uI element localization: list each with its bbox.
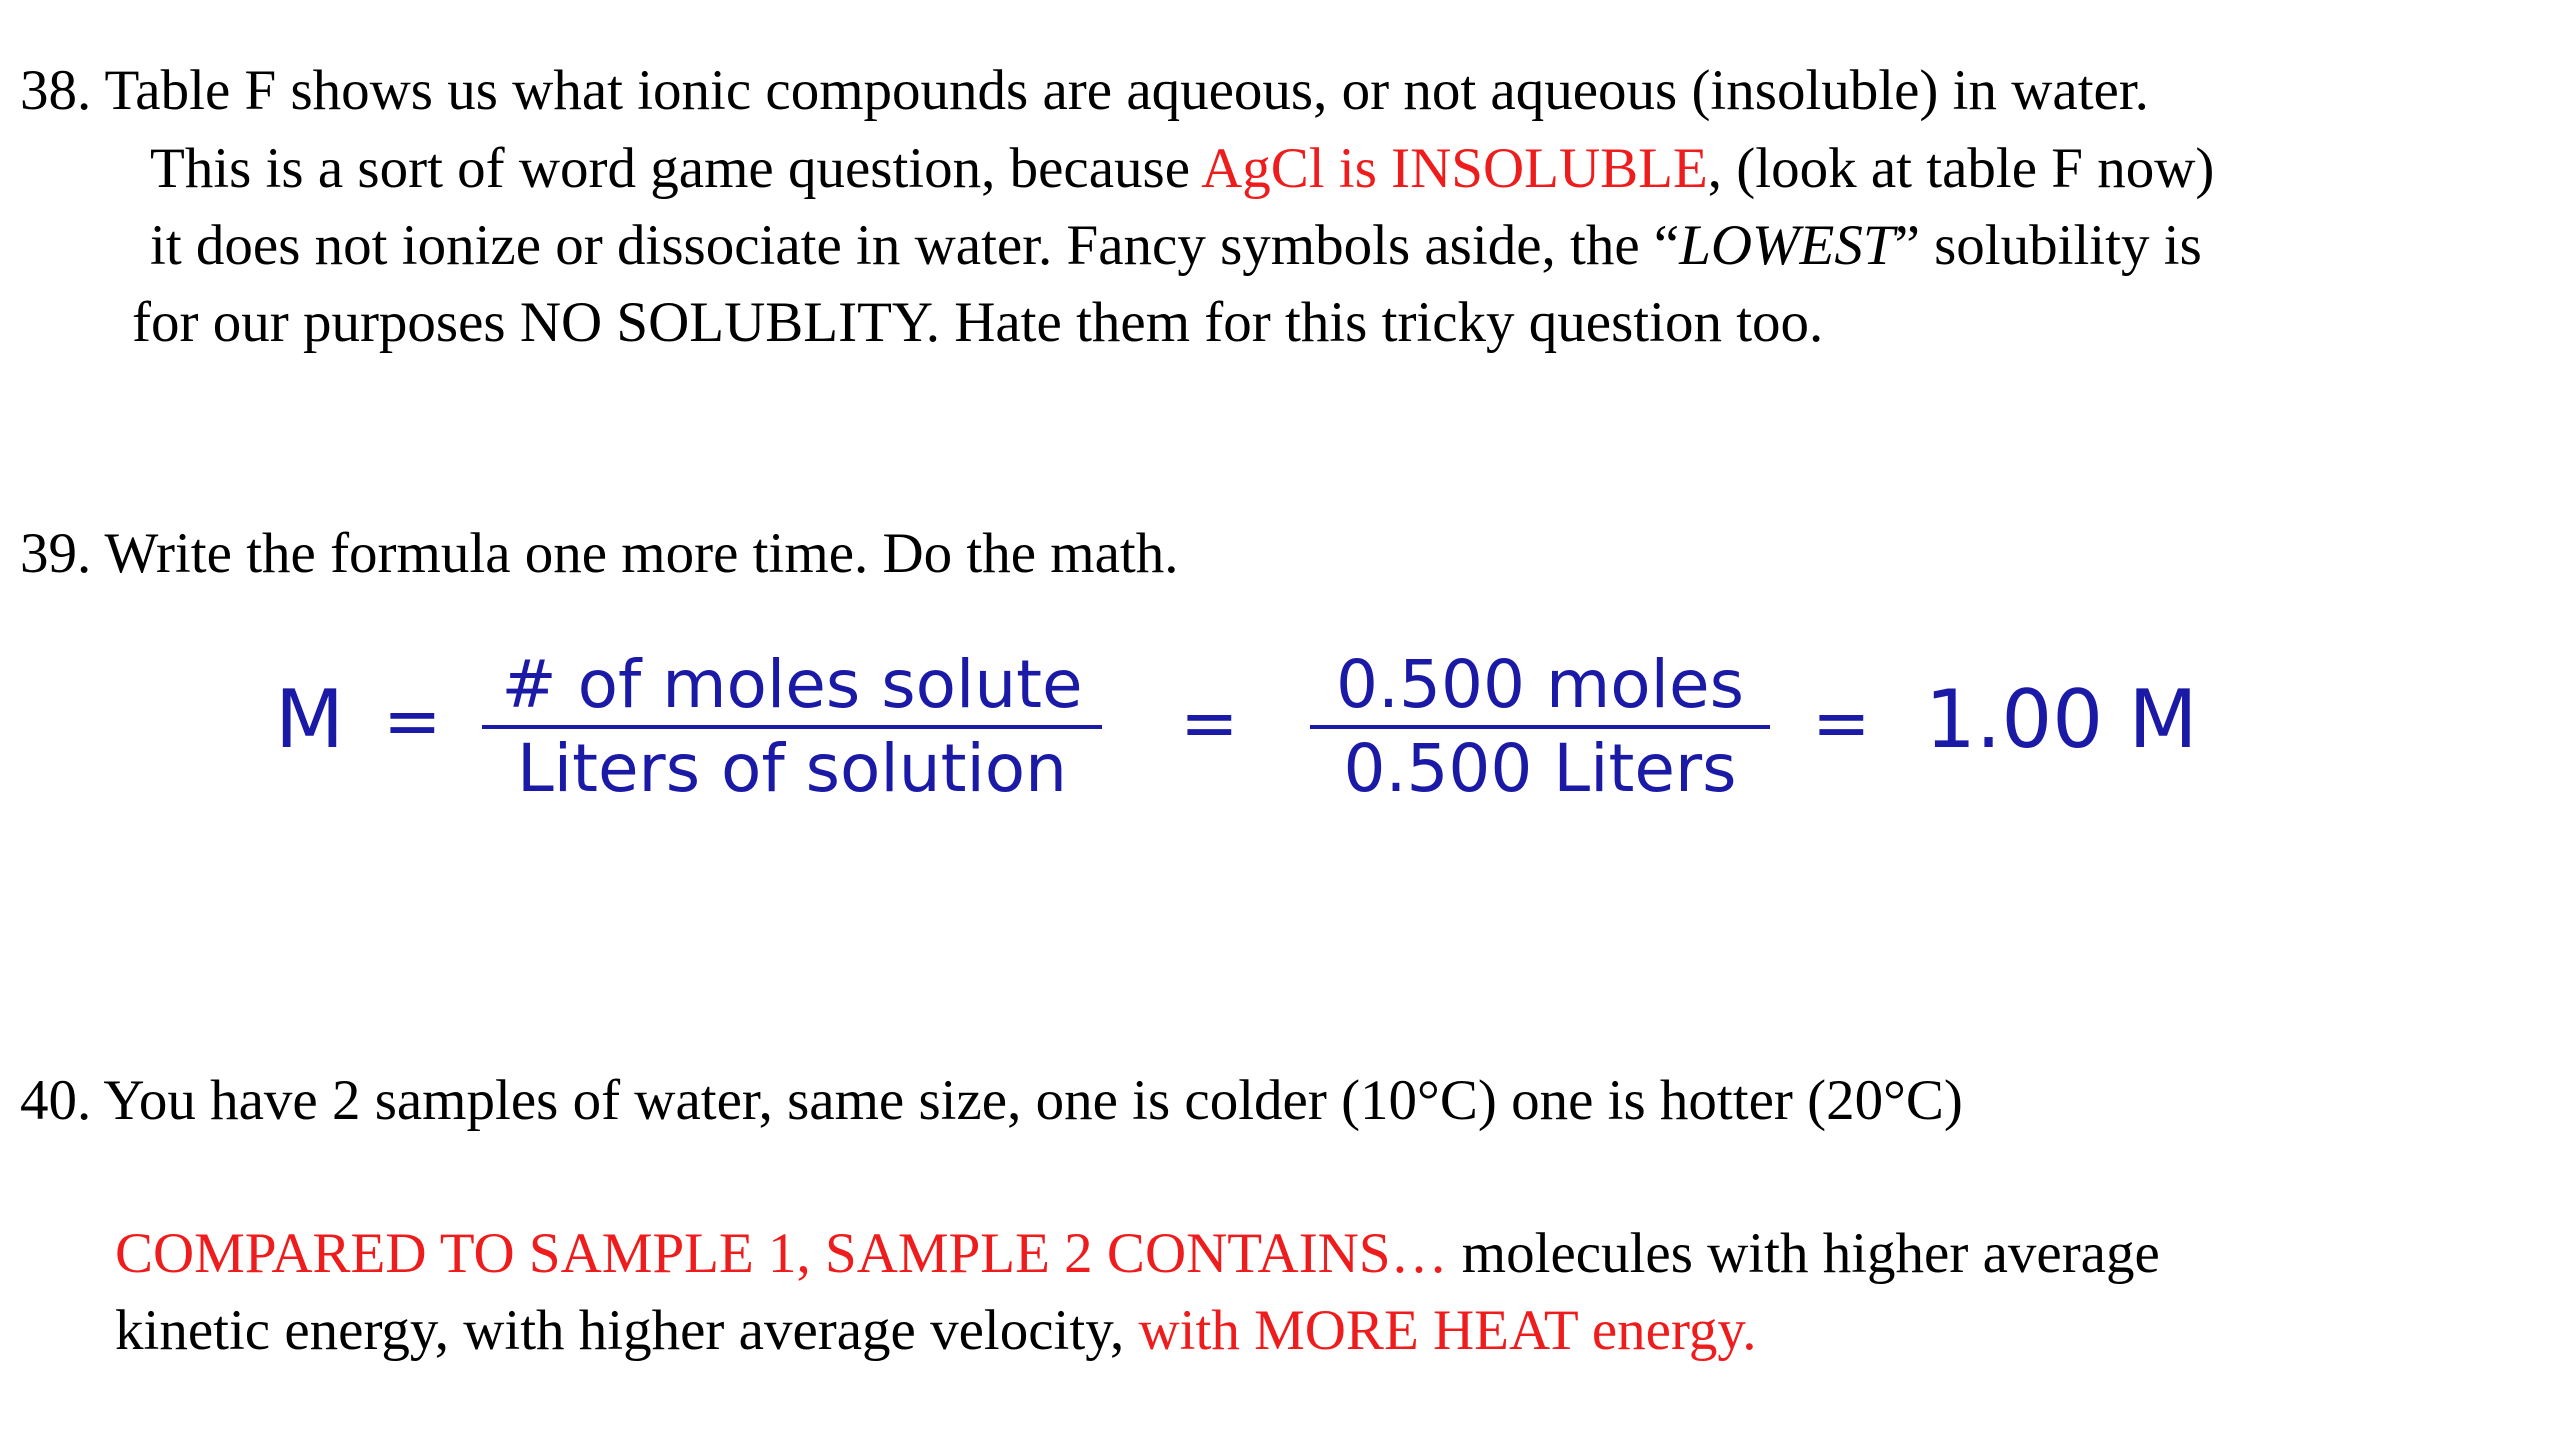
q38-text-2-post: , (look at table F now) [1707, 137, 2215, 200]
formula-equals-1: = [383, 680, 442, 762]
q40-more-heat-highlight: with MORE HEAT energy. [1138, 1299, 1757, 1362]
q38-line-2 [150, 130, 2214, 207]
fraction-1-denominator: Liters of solution [516, 730, 1068, 807]
q40-line-3 [115, 1292, 1756, 1369]
q38-lowest-italic: LOWEST [1679, 214, 1895, 277]
formula-result: 1.00 M [1925, 673, 2198, 766]
q38-text-4: for our purposes NO SOLUBLITY. Hate them for this tricky question too. [132, 291, 1824, 354]
fraction-2-numerator: 0.500 moles [1336, 646, 1744, 723]
q38-text-3-post: ” solubility is [1894, 214, 2202, 277]
q38-line-1 [20, 52, 2149, 129]
formula-equals-2: = [1180, 682, 1239, 764]
q38-agcl-highlight: AgCl is INSOLUBLE [1201, 137, 1708, 200]
q38-text-3-pre: it does not ionize or dissociate in water. Fancy symbols aside, the “ [150, 214, 1680, 277]
formula-equals-3: = [1812, 682, 1871, 764]
q40-text-1: 40. You have 2 samples of water, same size, one is colder (10°C) one is hotter (20°C) [20, 1069, 1963, 1132]
q38-text-1: 38. Table F shows us what ionic compounds are aqueous, or not aqueous (insoluble) in water. [20, 59, 2149, 122]
q38-line-3 [150, 207, 2202, 284]
q40-line-2 [115, 1215, 2160, 1292]
q39-text-1: 39. Write the formula one more time. Do the math. [20, 522, 1179, 585]
q39-line-1 [20, 515, 1179, 592]
q40-text-2-post: molecules with higher average [1447, 1222, 2160, 1285]
formula-fraction-1 [482, 645, 1102, 809]
fraction-2-denominator: 0.500 Liters [1343, 730, 1737, 807]
formula-lhs: M [275, 673, 345, 766]
q38-text-2-pre: This is a sort of word game question, because [150, 137, 1202, 200]
q38-line-4 [132, 284, 1823, 361]
formula-fraction-2 [1310, 645, 1770, 809]
q40-line-1 [20, 1062, 1963, 1139]
q40-compared-highlight: COMPARED TO SAMPLE 1, SAMPLE 2 CONTAINS… [115, 1222, 1448, 1285]
fraction-1-numerator: # of moles solute [501, 646, 1083, 723]
q40-text-3-pre: kinetic energy, with higher average velocity, [115, 1299, 1139, 1362]
